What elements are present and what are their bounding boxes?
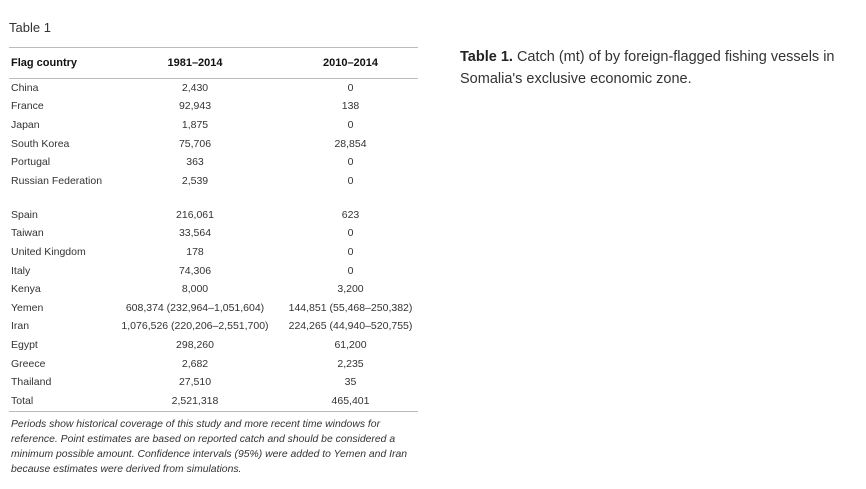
catch-2010-2014-cell: 0 [347, 118, 354, 131]
table-row [9, 318, 418, 337]
catch-1981-2014-cell: 298,260 [176, 338, 214, 351]
catch-2010-2014-cell: 0 [347, 156, 354, 169]
catch-2010-2014-cell: 3,200 [337, 283, 364, 296]
table-label: Table 1 [9, 20, 51, 35]
header-flag-country: Flag country [9, 48, 107, 79]
table-row [9, 262, 418, 281]
catch-2010-2014-cell: 61,200 [334, 338, 367, 351]
catch-1981-2014-cell: 74,306 [178, 264, 212, 277]
country-cell: Portugal [11, 156, 51, 169]
catch-2010-2014-cell: 28,854 [334, 137, 367, 150]
country-cell: Taiwan [11, 227, 44, 240]
table-row [9, 79, 418, 98]
table-footnote: Periods show historical coverage of this study and more recent time windows for reference. Point estimates are based on reported catch and should be considered a minimum possible amount. Confidence intervals (95%) were added to Yemen and Iran because estimates were derived from simulations. [11, 418, 408, 475]
catch-2010-2014-cell: 138 [341, 100, 360, 113]
country-cell: Spain [11, 208, 38, 221]
country-cell: Italy [11, 264, 31, 277]
table-row [9, 336, 418, 355]
country-cell: Total [9, 392, 107, 412]
caption-text: Catch (mt) of by foreign-flagged fishing vessels in Somalia's exclusive economic zone. [460, 49, 835, 87]
catch-2010-2014-cell: 0 [347, 264, 354, 277]
catch-1981-2014-cell: 1,875 [181, 118, 209, 131]
country-cell: Japan [11, 118, 40, 131]
catch-2010-2014-cell: 0 [347, 81, 354, 94]
catch-2010-2014-cell: 0 [347, 174, 354, 187]
catch-1981-2014-cell: 178 [186, 245, 204, 258]
table-row [9, 135, 418, 154]
country-cell: Thailand [11, 376, 52, 389]
catch-1981-2014-cell: 92,943 [178, 100, 212, 113]
catch-2010-2014-cell: 465,401 [283, 392, 418, 412]
country-cell: United Kingdom [11, 245, 86, 258]
catch-2010-2014-cell: 0 [347, 227, 354, 240]
catch-2010-2014-cell: 144,851 (55,468–250,382) [288, 301, 413, 314]
table-row [9, 280, 418, 299]
table-row [9, 225, 418, 244]
catch-1981-2014-cell: 363 [186, 156, 204, 169]
table-row [9, 243, 418, 262]
catch-2010-2014-cell: 35 [344, 376, 357, 389]
table-row [9, 206, 418, 225]
header-period-2010-2014: 2010–2014 [283, 48, 418, 79]
country-cell: Egypt [11, 338, 38, 351]
country-cell: France [11, 100, 44, 113]
table-row [9, 355, 418, 374]
table-row [9, 172, 418, 206]
table-caption [460, 46, 866, 90]
catch-2010-2014-cell: 0 [347, 245, 354, 258]
catch-1981-2014-cell: 33,564 [178, 227, 212, 240]
country-cell: Yemen [11, 301, 44, 314]
catch-1981-2014-cell: 216,061 [176, 208, 214, 221]
catch-2010-2014-cell: 224,265 (44,940–520,755) [288, 320, 413, 333]
country-cell: China [11, 81, 39, 94]
catch-1981-2014-cell: 27,510 [178, 376, 212, 389]
catch-1981-2014-cell: 8,000 [181, 283, 209, 296]
catch-1981-2014-cell: 75,706 [178, 137, 212, 150]
country-cell: Iran [11, 320, 30, 333]
table-row [9, 153, 418, 172]
catch-1981-2014-cell: 2,682 [181, 357, 209, 370]
catch-1981-2014-cell: 2,521,318 [107, 392, 283, 412]
table-header-row [9, 48, 418, 79]
table-row [9, 299, 418, 318]
country-cell: South Korea [11, 137, 70, 150]
catch-2010-2014-cell: 623 [341, 208, 360, 221]
catch-1981-2014-cell: 1,076,526 (220,206–2,551,700) [121, 320, 269, 333]
country-cell: Kenya [11, 283, 41, 296]
header-period-1981-2014: 1981–2014 [107, 48, 283, 79]
catch-table [9, 47, 418, 412]
caption-label: Table 1. [460, 49, 513, 65]
table-row [9, 373, 418, 392]
catch-table-container [9, 47, 418, 477]
country-cell: Russian Federation [11, 174, 103, 187]
table-body [9, 79, 418, 412]
catch-1981-2014-cell: 2,539 [181, 174, 209, 187]
catch-2010-2014-cell: 2,235 [337, 357, 364, 370]
table-row [9, 392, 418, 412]
country-cell: Greece [11, 357, 46, 370]
catch-1981-2014-cell: 608,374 (232,964–1,051,604) [125, 301, 265, 314]
table-row [9, 98, 418, 117]
catch-1981-2014-cell: 2,430 [181, 81, 209, 94]
table-row [9, 116, 418, 135]
